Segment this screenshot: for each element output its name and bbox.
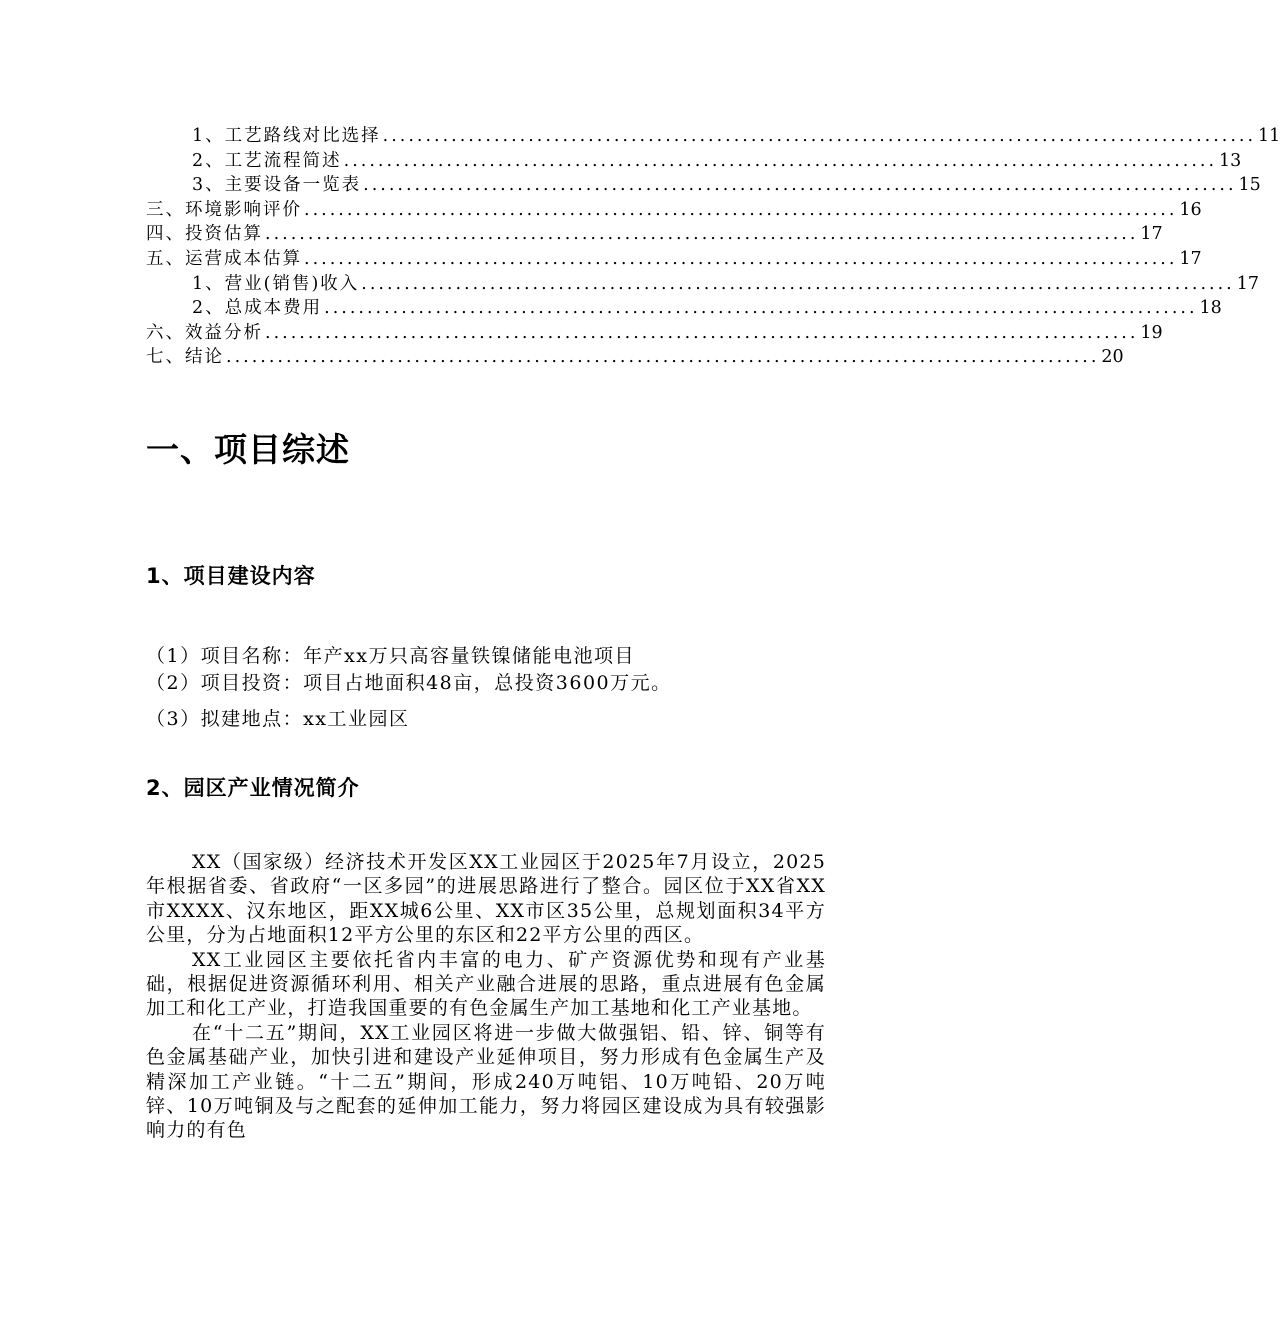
toc-entry[interactable] <box>146 222 1163 247</box>
toc-entry-label: 三、环境影响评价 <box>146 199 302 220</box>
toc-entry[interactable] <box>146 345 1124 370</box>
toc-leader-dots: ...................................................................................................... <box>343 150 1218 171</box>
toc-leader-dots: ...................................................................................................... <box>226 347 1100 368</box>
toc-leader-dots: ...................................................................................................... <box>265 224 1139 245</box>
toc-leader-dots: ...................................................................................................... <box>363 175 1237 196</box>
toc-entry[interactable] <box>146 247 1202 272</box>
toc-leader-dots: ...................................................................................................... <box>265 322 1139 343</box>
toc-entry-page: 16 <box>1179 199 1202 220</box>
toc-leader-dots: ...................................................................................................... <box>304 199 1178 220</box>
park-introduction-body <box>146 850 826 1143</box>
toc-entry-label: 四、投资估算 <box>146 224 263 245</box>
toc-entry[interactable] <box>146 321 1163 346</box>
body-paragraph: XX（国家级）经济技术开发区XX工业园区于2025年7月设立，2025年根据省委、省政府“一区多园”的进展思路进行了整合。园区位于XX省XX市XXXX、汉东地区，距XX城6公里、XX市区35公里，总规划面积34平方公里，分为占地面积12平方公里的东区和22平方公里的西区。 <box>146 851 826 947</box>
toc-entry-page: 15 <box>1238 175 1261 196</box>
toc-entry-page: 18 <box>1199 298 1222 319</box>
project-investment-item: （2）项目投资：项目占地面积48亩，总投资3600万元。 <box>146 672 672 694</box>
toc-entry-label: 3、主要设备一览表 <box>192 175 362 196</box>
toc-entry-label: 1、营业(销售)收入 <box>192 273 360 294</box>
section-heading: 一、项目综述 <box>146 430 350 469</box>
toc-entry-page: 13 <box>1219 150 1242 171</box>
toc-leader-dots: ...................................................................................................... <box>361 273 1235 294</box>
toc-entry[interactable] <box>146 296 1222 321</box>
toc-entry[interactable] <box>146 124 1280 149</box>
toc-entry[interactable] <box>146 149 1242 174</box>
toc-leader-dots: ...................................................................................................... <box>382 126 1257 146</box>
toc-entry-page: 17 <box>1179 248 1202 269</box>
toc-entry[interactable] <box>146 173 1261 198</box>
body-paragraph: 在“十二五”期间，XX工业园区将进一步做大做强铝、铅、锌、铜等有色金属基础产业，加快引进和建设产业延伸项目，努力形成有色金属生产及精深加工产业链。“十二五”期间，形成240万吨铝、10万吨铅、20万吨锌、10万吨铜及与之配套的延伸加工能力，努力将园区建设成为具有较强影响力的有色 <box>146 1021 826 1142</box>
toc-leader-dots: ...................................................................................................... <box>304 248 1178 269</box>
subsection-heading-park-industry: 2、园区产业情况简介 <box>146 776 360 800</box>
toc-entry-label: 六、效益分析 <box>146 322 263 343</box>
table-of-contents <box>146 124 1280 370</box>
project-location-item: （3）拟建地点：xx工业园区 <box>146 708 410 730</box>
toc-entry-label: 2、工艺流程简述 <box>192 150 342 171</box>
body-paragraph: XX工业园区主要依托省内丰富的电力、矿产资源优势和现有产业基础，根据促进资源循环利用、相关产业融合进展的思路，重点进展有色金属加工和化工产业，打造我国重要的有色金属生产加工基地和化工产业基地。 <box>146 948 826 1020</box>
toc-leader-dots: ...................................................................................................... <box>324 298 1198 319</box>
toc-entry[interactable] <box>146 198 1202 223</box>
toc-entry-page: 11 <box>1258 126 1280 146</box>
toc-entry-label: 五、运营成本估算 <box>146 248 302 269</box>
toc-entry-label: 1、工艺路线对比选择 <box>192 126 381 146</box>
project-name-item: （1）项目名称：年产xx万只高容量铁镍储能电池项目 <box>146 645 636 667</box>
toc-entry-page: 17 <box>1140 224 1163 245</box>
toc-entry-page: 20 <box>1101 347 1124 368</box>
subsection-heading-project-content: 1、项目建设内容 <box>146 564 316 588</box>
toc-entry-label: 2、总成本费用 <box>192 298 323 319</box>
toc-entry-page: 19 <box>1140 322 1163 343</box>
toc-entry-label: 七、结论 <box>146 347 224 368</box>
toc-entry[interactable] <box>146 272 1259 297</box>
toc-entry-page: 17 <box>1236 273 1259 294</box>
